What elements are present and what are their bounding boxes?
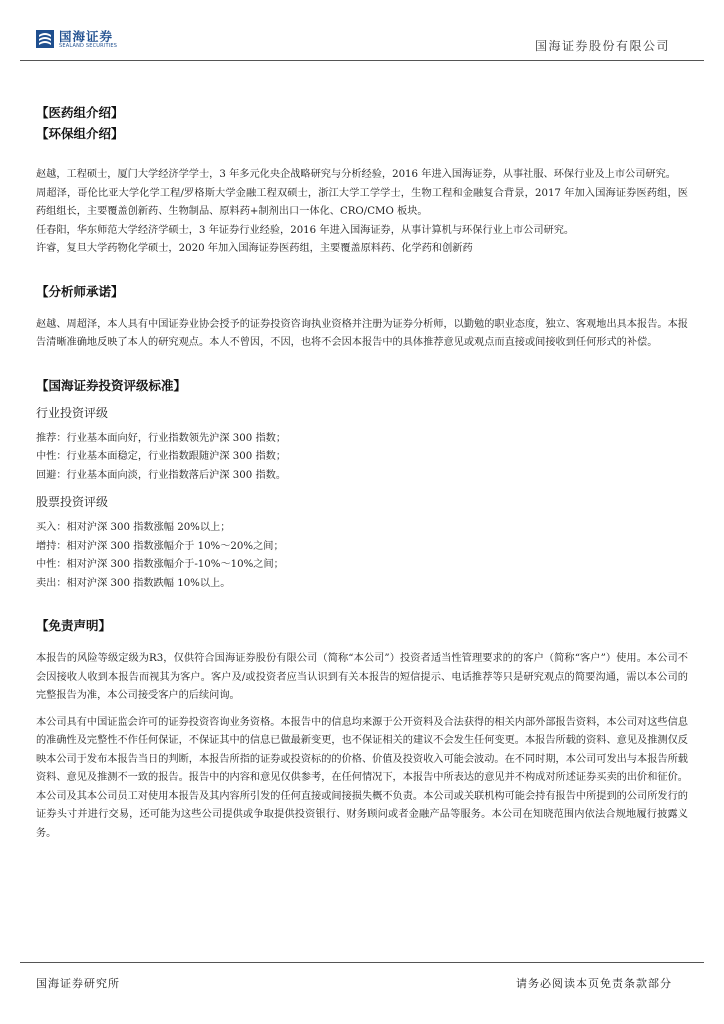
footer-institute: 国海证券研究所 (36, 977, 120, 990)
logo-chinese-name: 国海证券 (59, 29, 114, 44)
industry-rating-item: 回避：行业基本面向淡，行业指数落后沪深 300 指数。 (36, 469, 287, 481)
stock-rating-title: 股票投资评级 (36, 495, 109, 509)
stock-rating-item: 买入：相对沪深 300 指数涨幅 20%以上； (36, 522, 231, 533)
sealand-logo-icon (36, 30, 54, 48)
analyst-bio: 周超泽，哥伦比亚大学化学工程/罗格斯大学金融工程双硕士，浙江大学工学学士，生物工程和金融复合背景，2017 年加入国海证券医药组，医药组组长，主要覆盖创新药、生物制品、原料药+制剂出口一体化、CRO/CMO 板块。 (36, 187, 688, 217)
analyst-bio: 任春阳，华东师范大学经济学硕士，3 年证券行业经验，2016 年进入国海证券，从事计算机与环保行业上市公司研究。 (36, 224, 575, 236)
industry-rating-item: 推荐：行业基本面向好，行业指数领先沪深 300 指数； (36, 432, 287, 444)
analyst-bio: 赵越，工程硕士，厦门大学经济学学士，3 年多元化央企战略研究与分析经验，2016 年进入国海证券，从事社服、环保行业及上市公司研究。 (36, 169, 676, 180)
section-title-disclaimer: 【免责声明】 (36, 618, 112, 633)
company-name: 国海证券股份有限公司 (534, 39, 670, 53)
header-divider (20, 60, 704, 61)
section-title-commitment: 【分析师承诺】 (36, 283, 124, 299)
stock-rating-item: 中性：相对沪深 300 指数涨幅介于-10%～10%之间； (36, 559, 284, 570)
analyst-bio: 许睿，复旦大学药物化学硕士，2020 年加入国海证券医药组，主要覆盖原料药、化学药和创新药 (36, 243, 473, 254)
logo-english-name: SEALAND SECURITIES (59, 43, 118, 49)
footer-notice: 请务必阅读本页免责条款部分 (516, 977, 672, 990)
section-title-rating-standard: 【国海证券投资评级标准】 (36, 377, 187, 393)
commitment-text: 赵越、周超泽，本人具有中国证券业协会授予的证券投资咨询执业资格并注册为证券分析师，以勤勉的职业态度，独立、客观地出具本报告。本报告清晰准确地反映了本人的研究观点。本人不曾因，不因，也将不会因本报告中的具体推荐意见或观点而直接或间接收到任何形式的补偿。 (36, 318, 688, 348)
page-header (0, 0, 724, 62)
section-title-environment: 【环保组介绍】 (36, 126, 124, 141)
industry-rating-item: 中性：行业基本面稳定，行业指数跟随沪深 300 指数； (36, 451, 287, 462)
footer-divider (20, 962, 704, 963)
page-content (36, 102, 688, 843)
disclaimer-paragraph: 本公司具有中国证监会许可的证券投资咨询业务资格。本报告中的信息均来源于公开资料及合法获得的相关内部外部报告资料，本公司对这些信息的准确性及完整性不作任何保证，不保证其中的信息已做最新变更，也不保证相关的建议不会发生任何变更。本报告所载的资料、意见及推测仅反映本公司于发布本报告当日的判断，本报告所指的证券或投资标的的价格、价值及投资收入可能会波动。在不同时期，本公司可发出与本报告所载资料、意见及推测不一致的报告。报告中的内容和意见仅供参考，在任何情况下，本报告中所表达的意见并不构成对所述证券买卖的出价和征价。本公司及其本公司员工对使用本报告及其内容所引发的任何直接或间接损失概不负责。本公司或关联机构可能会持有报告中所提到的公司所发行的证券头寸并进行交易，还可能为这些公司提供或争取提供投资银行、财务顾问或者金融产品等服务。本公司在知晓范围内依法合规地履行披露义务。 (36, 716, 688, 839)
stock-rating-item: 增持：相对沪深 300 指数涨幅介于 10%～20%之间； (36, 540, 284, 552)
disclaimer-paragraph: 本报告的风险等级定级为R3，仅供符合国海证券股份有限公司（简称“本公司”）投资者适当性管理要求的的客户（简称“客户”）使用。本公司不会因接收人收到本报告而视其为客户。客户及/或投资者应当认识到有关本报告的短信提示、电话推荐等只是研究观点的简要沟通，需以本公司的完整报告为准，本公司接受客户的后续问询。 (36, 653, 688, 701)
section-title-pharma: 【医药组介绍】 (36, 105, 124, 120)
company-logo (36, 30, 117, 50)
industry-rating-title: 行业投资评级 (36, 405, 109, 420)
stock-rating-item: 卖出：相对沪深 300 指数跌幅 10%以上。 (36, 577, 231, 589)
